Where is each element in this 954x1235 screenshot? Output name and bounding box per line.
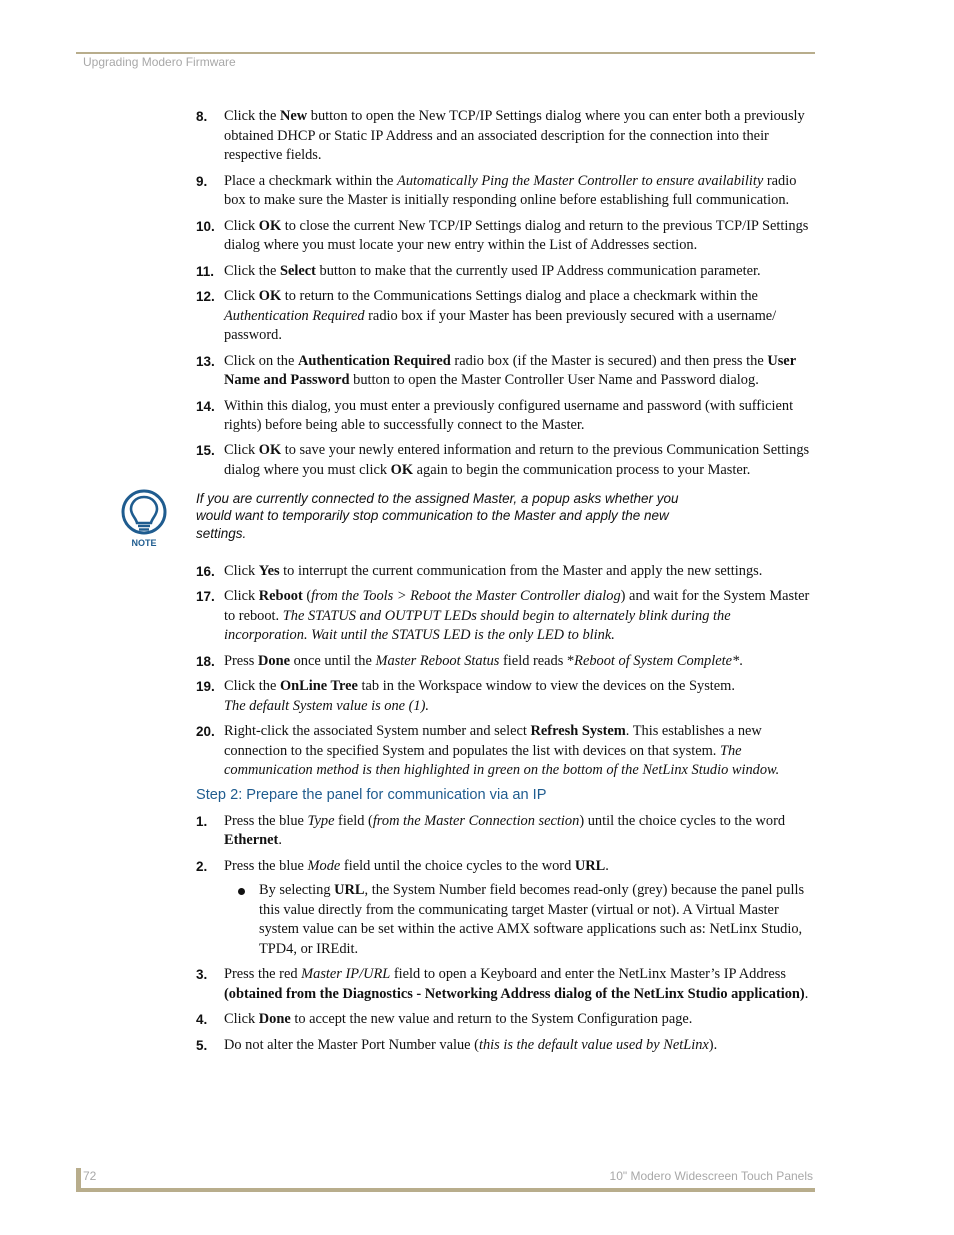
- step-number: 13.: [196, 353, 215, 369]
- step-item: [196, 812, 816, 851]
- step-number: 5.: [196, 1037, 208, 1053]
- step-text: Click on the Authentication Required radio box (if the Master is secured) and then press the User Name and Password button to open the Master Controller User Name and Password dialog.: [224, 352, 796, 389]
- step-number: 1.: [196, 813, 208, 829]
- step-list-b: [196, 562, 816, 781]
- step-item: [196, 677, 816, 716]
- note-icon-label: NOTE: [131, 537, 157, 548]
- step-number: 11.: [196, 263, 215, 279]
- step-number: 10.: [196, 218, 215, 234]
- step-item: [196, 857, 816, 877]
- step-number: 20.: [196, 724, 215, 740]
- step-item: [196, 1036, 816, 1056]
- header-rule: [76, 52, 815, 54]
- step-number: 15.: [196, 443, 215, 459]
- step-item: [196, 107, 816, 166]
- note-text: If you are currently connected to the assigned Master, a popup asks whether you would want to temporarily stop communication to the Master and apply the new settings.: [196, 490, 679, 541]
- step-item: [196, 217, 816, 256]
- step-item: [196, 652, 816, 672]
- step-text: Click the New button to open the New TCP/IP Settings dialog where you can enter both a previously obtained DHCP or Static IP Address and an associated description for the connection into their respective fields.: [224, 108, 805, 164]
- note-lightbulb-icon: [120, 488, 168, 548]
- footer-rule: [76, 1188, 815, 1192]
- step-number: 9.: [196, 173, 208, 189]
- step-number: 3.: [196, 967, 208, 983]
- step-item: [196, 587, 816, 646]
- step-list-d: [196, 965, 816, 1055]
- step-number: 19.: [196, 679, 215, 695]
- step-text: Place a checkmark within the Automatically Ping the Master Controller to ensure availability radio box to make sure the Master is initially responding online before establishing full communication.: [224, 172, 797, 209]
- document-title: 10" Modero Widescreen Touch Panels: [609, 1169, 813, 1183]
- step-number: 12.: [196, 288, 215, 304]
- step-text: Do not alter the Master Port Number value (this is the default value used by NetLinx).: [224, 1036, 718, 1053]
- step-number: 17.: [196, 589, 215, 605]
- note-callout: [131, 490, 816, 562]
- step-item: [196, 965, 816, 1004]
- step-item: [196, 352, 816, 391]
- step-item: [196, 172, 816, 211]
- step-number: 2.: [196, 858, 208, 874]
- step-text: Press the red Master IP/URL field to open a Keyboard and enter the NetLinx Master’s IP Address (obtained from the Diagnostics - Networking Address dialog of the NetLinx Studio application).: [224, 966, 809, 1002]
- section-heading-step-2: Step 2: Prepare the panel for communication via an IP: [196, 786, 547, 803]
- page-content: [131, 107, 816, 1061]
- bullet-text: By selecting URL, the System Number field becomes read-only (grey) because the panel pulls this value directly from the communicating target Master (virtual or not). A Virtual Master system value can be set within the active AMX software applications such as: NetLinx Studio, TPD4, or IREdit.: [259, 881, 805, 957]
- step-text: Click the Select button to make that the currently used IP Address communication parameter.: [224, 262, 761, 279]
- step-text: Click OK to close the current New TCP/IP Settings dialog and return to the previous TCP/IP Settings dialog where you must locate your new entry within the List of Addresses section.: [224, 217, 809, 254]
- step-item: [196, 441, 816, 480]
- bullet-item: [196, 881, 816, 959]
- step-number: 4.: [196, 1012, 208, 1028]
- step-text: Click Done to accept the new value and return to the System Configuration page.: [224, 1011, 693, 1028]
- step-item: [196, 287, 816, 346]
- step-text: Press Done once until the Master Reboot Status field reads *Reboot of System Complete*.: [224, 652, 743, 669]
- step-number: 16.: [196, 563, 215, 579]
- step-item: [196, 397, 816, 436]
- step-item: [196, 262, 816, 282]
- step-item: [196, 562, 816, 582]
- step-text: Click the OnLine Tree tab in the Workspace window to view the devices on the System. The default System value is one (1).: [224, 678, 735, 714]
- bullet-dot-icon: [238, 888, 245, 895]
- step-number: 18.: [196, 653, 215, 669]
- step-list-c: [196, 812, 816, 877]
- step-item: [196, 722, 816, 781]
- page-number: 72: [83, 1169, 97, 1183]
- step-number: 8.: [196, 109, 208, 124]
- step-text: Click Reboot (from the Tools > Reboot the Master Controller dialog) and wait for the System Master to reboot. The STATUS and OUTPUT LEDs should begin to alternately blink during the incorporation. Wait until the STATUS LED is the only LED to blink.: [224, 588, 810, 644]
- step-text: Right-click the associated System number and select Refresh System. This establishes a new connection to the specified System and populates the list with devices on that system. The communication method is then highlighted in green on the bottom of the NetLinx Studio window.: [224, 723, 780, 779]
- step-text: Press the blue Type field (from the Master Connection section) until the choice cycles to the word Ethernet.: [224, 812, 786, 849]
- step-number: 14.: [196, 398, 215, 414]
- step-text: Press the blue Mode field until the choice cycles to the word URL.: [224, 857, 609, 874]
- step-list-a: [196, 107, 816, 481]
- step-item: [196, 1010, 816, 1030]
- running-header: Upgrading Modero Firmware: [83, 55, 236, 69]
- step-text: Click OK to save your newly entered information and return to the previous Communication Settings dialog where you must click OK again to begin the communication process to your Master.: [224, 442, 810, 479]
- step-text: Click OK to return to the Communications Settings dialog and place a checkmark within the Authentication Required radio box if your Master has been previously secured with a username/ password.: [224, 287, 777, 344]
- step-text: Within this dialog, you must enter a previously configured username and password (with sufficient rights) before being able to successfully connect to the Master.: [224, 397, 794, 434]
- step-text: Click Yes to interrupt the current communication from the Master and apply the new settings.: [224, 562, 763, 579]
